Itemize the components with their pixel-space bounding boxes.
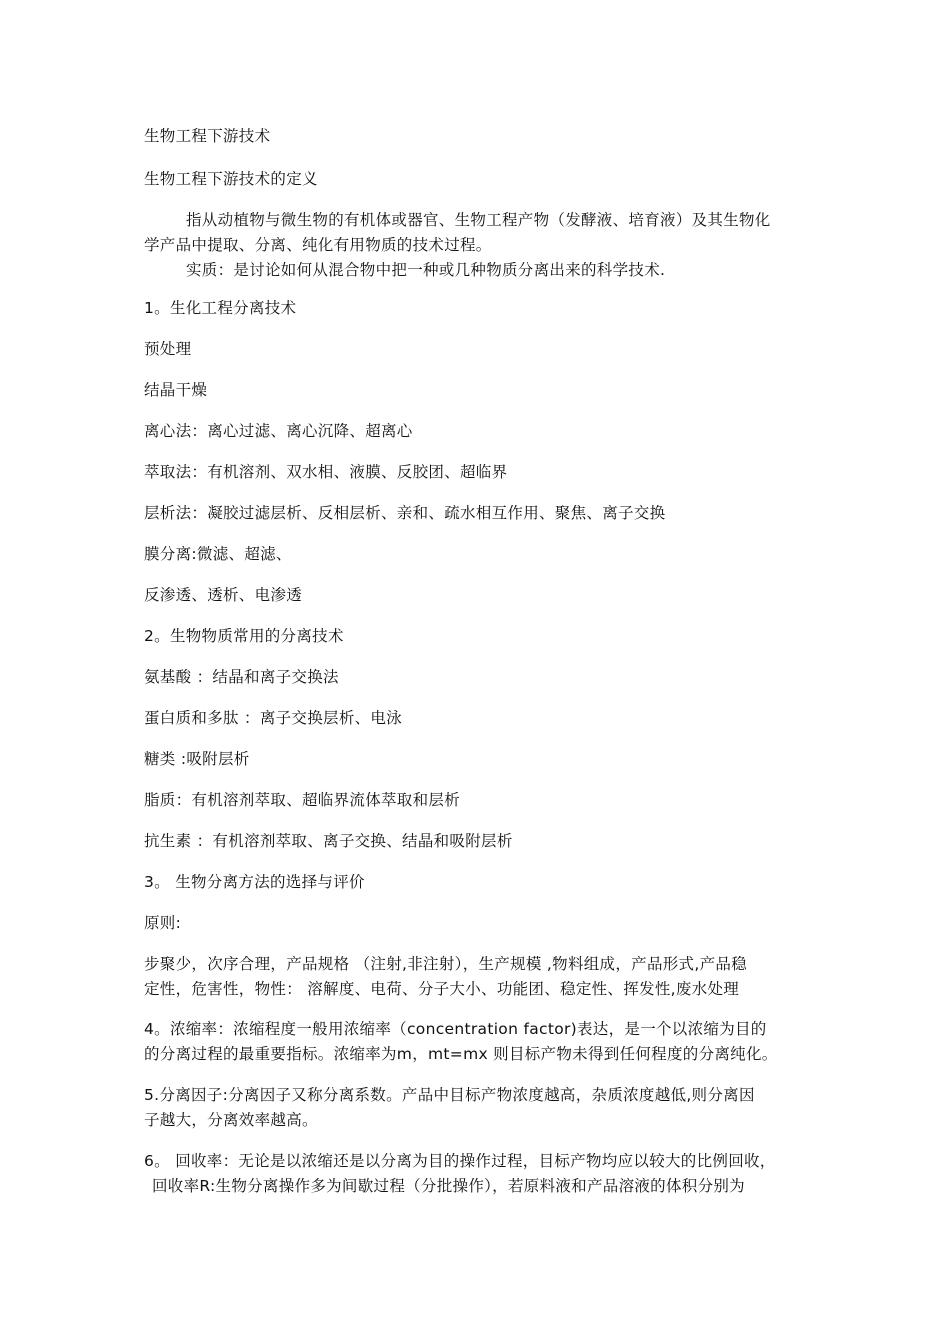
section-5-line-1: 5.分离因子:分离因子又称分离系数。产品中目标产物浓度越高，杂质浓度越低,则分离因 [144,1086,755,1104]
principle-line-1: 步聚少，次序合理，产品规格 （注射,非注射），生产规模 ,物料组成，产品形式,产品稳 [144,955,747,973]
section-2-item: 脂质：有机溶剂萃取、超临界流体萃取和层析 [144,791,461,809]
section-2-item: 蛋白质和多肽 ：离子交换层析、电泳 [144,709,403,727]
section-1-item: 预处理 [144,340,192,358]
section-5-line-2: 子越大，分离效率越高。 [144,1111,318,1129]
section-1-heading: 1。生化工程分离技术 [144,299,297,317]
section-1-item: 离心法：离心过滤、离心沉降、超离心 [144,422,413,440]
section-6-line-1: 6。 回收率：无论是以浓缩还是以分离为目的操作过程，目标产物均应以较大的比例回收， [144,1152,776,1170]
definition-heading: 生物工程下游技术的定义 [144,170,318,188]
section-2-heading: 2。生物物质常用的分离技术 [144,627,344,645]
section-1-item: 结晶干燥 [144,381,208,399]
essence-line: 实质：是讨论如何从混合物中把一种或几种物质分离出来的科学技术. [186,261,666,279]
principle-line-2: 定性，危害性，物性： 溶解度、电荷、分子大小、功能团、稳定性、挥发性,废水处理 [144,980,740,998]
section-1-item: 膜分离:微滤、超滤、 [144,545,292,563]
definition-line-1: 指从动植物与微生物的有机体或器官、生物工程产物（发酵液、培育液）及其生物化 [186,211,771,229]
definition-line-2: 学产品中提取、分离、纯化有用物质的技术过程。 [144,236,492,254]
principle-label: 原则: [144,914,182,932]
section-6-line-2: 回收率R:生物分离操作多为间歇过程（分批操作），若原料液和产品溶液的体积分别为 [152,1177,745,1195]
section-1-item: 反渗透、透析、电渗透 [144,586,303,604]
section-1-item: 萃取法：有机溶剂、双水相、液膜、反胶团、超临界 [144,463,508,481]
section-2-item: 糖类 :吸附层析 [144,750,250,768]
document-title: 生物工程下游技术 [144,127,271,145]
section-4-line-1: 4。浓缩率：浓缩程度一般用浓缩率（concentration factor)表达，是一个以浓缩为目的 [144,1020,767,1038]
section-1-item: 层析法：凝胶过滤层析、反相层析、亲和、疏水相互作用、聚焦、离子交换 [144,504,666,522]
section-2-item: 氨基酸 ：结晶和离子交换法 [144,668,339,686]
section-2-item: 抗生素 ：有机溶剂萃取、离子交换、结晶和吸附层析 [144,832,513,850]
section-3-heading: 3。 生物分离方法的选择与评价 [144,873,365,891]
section-4-line-2: 的分离过程的最重要指标。浓缩率为m，mt=mx 则目标产物未得到任何程度的分离纯化。 [144,1045,778,1063]
